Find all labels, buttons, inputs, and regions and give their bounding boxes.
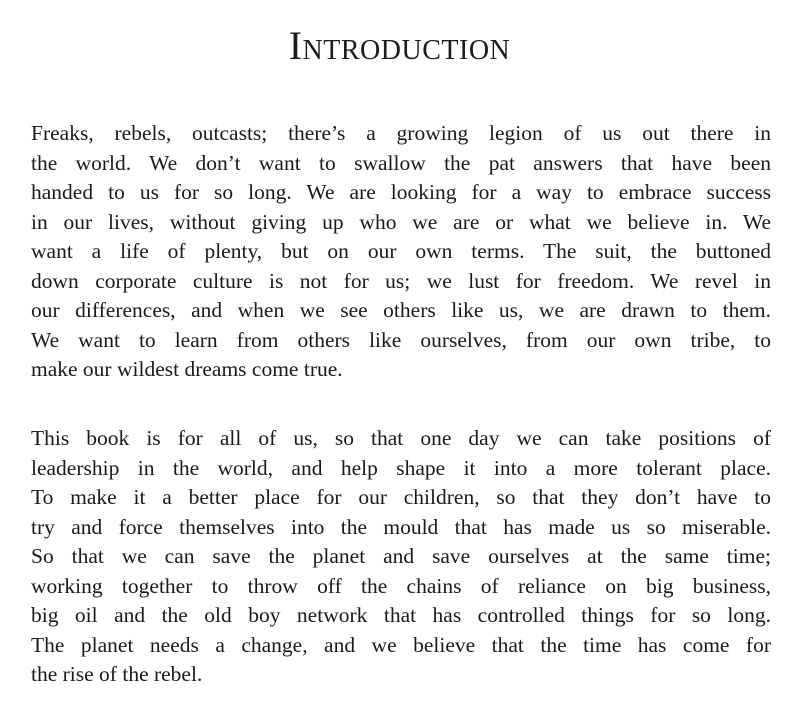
paragraph-line: make our wildest dreams come true.	[31, 357, 343, 381]
chapter-title: Introduction	[288, 23, 511, 68]
paragraph-1	[31, 119, 771, 385]
paragraph-line: in our lives, without giving up who we are or what we believe in. We	[31, 209, 771, 234]
paragraph-line: want a life of plenty, but on our own terms. The suit, the buttoned	[31, 239, 771, 263]
paragraph-line: leadership in the world, and help shape it into a more tolerant place.	[31, 455, 771, 480]
paragraph-line: Freaks, rebels, outcasts; there’s a growing legion of us out there in	[31, 121, 771, 145]
paragraph-line: So that we can save the planet and save ourselves at the same time;	[31, 544, 771, 568]
paragraph-line: big oil and the old boy network that has controlled things for so long.	[31, 603, 771, 627]
paragraph-line: To make it a better place for our children, so that they don’t have to	[31, 485, 771, 509]
paragraph-line: the rise of the rebel.	[31, 662, 203, 686]
paragraph-line: the world. We don’t want to swallow the pat answers that have been	[31, 150, 771, 175]
paragraph-2	[31, 424, 771, 690]
paragraph-line: our differences, and when we see others like us, we are drawn to them.	[31, 298, 771, 322]
paragraph-line: handed to us for so long. We are looking for a way to embrace success	[31, 180, 771, 204]
paragraph-line: The planet needs a change, and we believe that the time has come for	[31, 632, 771, 657]
paragraph-line: working together to throw off the chains of reliance on big business,	[31, 573, 771, 598]
paragraph-line: try and force themselves into the mould that has made us so miserable.	[31, 514, 771, 539]
paragraph-line: We want to learn from others like ourselves, from our own tribe, to	[31, 327, 771, 352]
paragraph-line: down corporate culture is not for us; we lust for freedom. We revel in	[31, 268, 771, 293]
paragraph-line: This book is for all of us, so that one day we can take positions of	[31, 426, 771, 450]
